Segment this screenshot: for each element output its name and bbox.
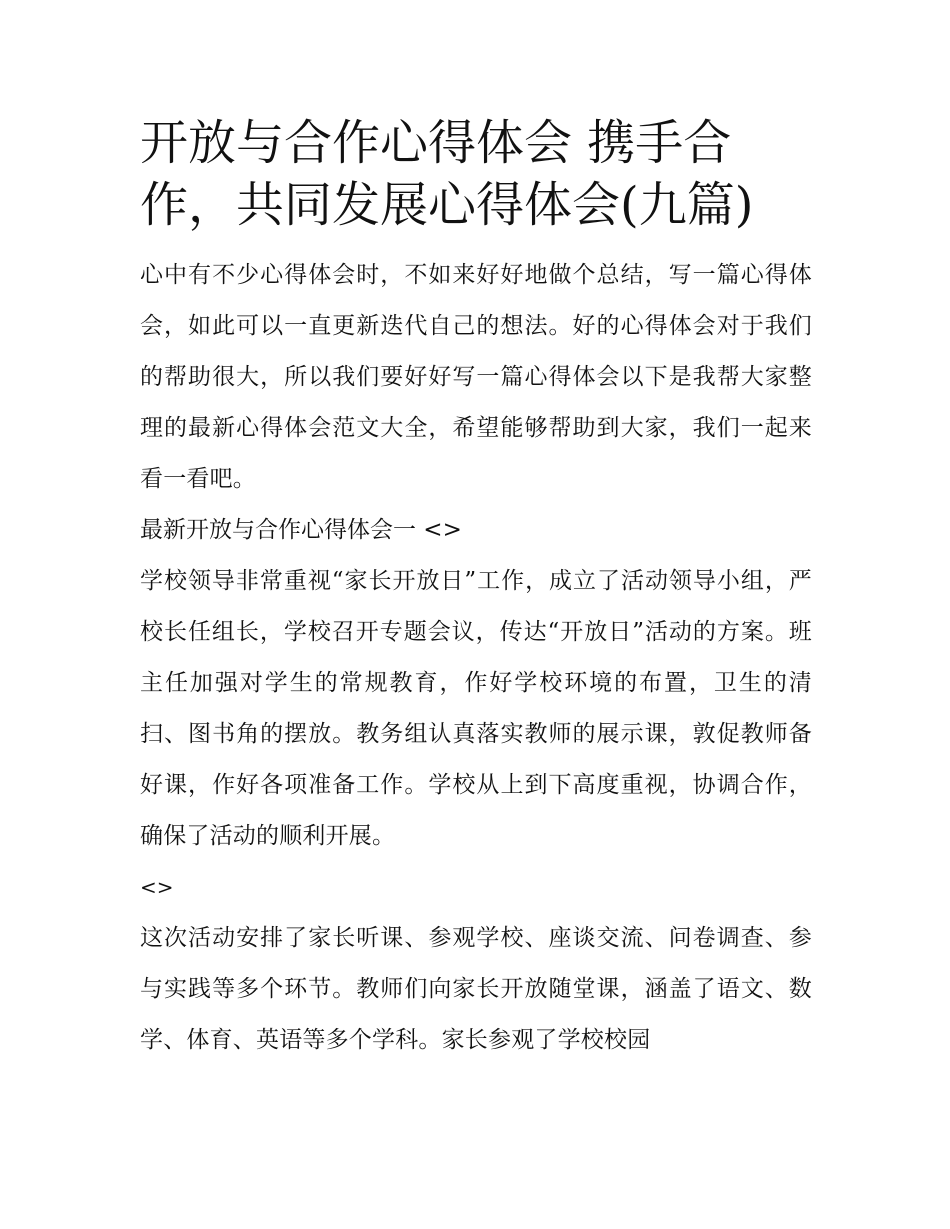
document-page (140, 112, 812, 1066)
intro-paragraph: 心中有不少心得体会时，不如来好好地做个总结，写一篇心得体会，如此可以一直更新迭代自己的想法。好的心得体会对于我们的帮助很大，所以我们要好好写一篇心得体会以下是我帮大家整理的最新心得体会范文大全，希望能够帮助到大家，我们一起来看一看吧。 (140, 262, 812, 492)
body-paragraph-2: 这次活动安排了家长听课、参观学校、座谈交流、问卷调查、参与实践等多个环节。教师们向家长开放随堂课，涵盖了语文、数学、体育、英语等多个学科。家长参观了学校校园 (140, 925, 812, 1053)
section-heading: 最新开放与合作心得体会一 <> (140, 517, 462, 543)
body-paragraph-1: 学校领导非常重视“家长开放日”工作，成立了活动领导小组，严校长任组长，学校召开专题会议，传达“开放日”活动的方案。班主任加强对学生的常规教育，作好学校环境的布置，卫生的清扫、图书角的摆放。教务组认真落实教师的展示课，敦促教师备好课，作好各项准备工作。学校从上到下高度重视，协调合作，确保了活动的顺利开展。 (140, 568, 812, 849)
document-title: 开放与合作心得体会 携手合作，共同发展心得体会(九篇) (140, 115, 754, 233)
section-marker: <> (140, 875, 174, 899)
